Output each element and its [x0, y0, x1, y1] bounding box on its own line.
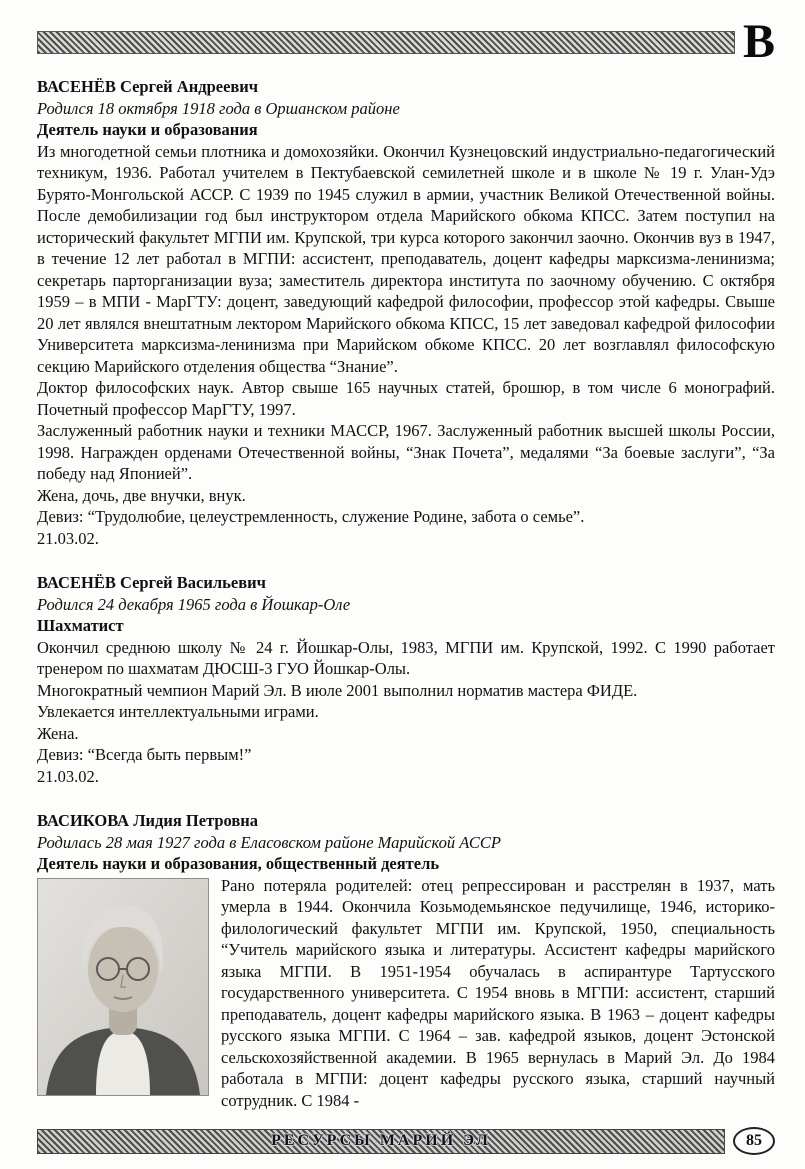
page-number: 85 — [746, 1132, 762, 1149]
entry-birth-line: Родился 24 декабря 1965 года в Йошкар-Оле — [37, 594, 351, 614]
entry-paragraph: Девиз: “Всегда быть первым!” — [37, 745, 252, 764]
entry-date-line: 21.03.02. — [37, 766, 99, 786]
entry-paragraph: Рано потеряла родителей: отец репрессирован и расстрелян в 1937, мать умерла в 1944. Окончила Козьмодемьянское педучилище, 1946, историко-филологический факультет МГПИ им. Крупской, 1950, специальность “Учитель марийского языка и литературы. Ассистент кафедры марийского языка МГПИ. В 1951-1954 обучалась в аспирантуре Тартусского государственного университета. С 1954 вновь в МГПИ: ассистент, старший преподаватель, доцент кафедры марийского языка. В 1963 – доцент кафедры русского языка МГПИ. С 1964 – зав. кафедрой языков, доцент Эстонской сельскохозяйственной академии. В 1965 вернулась в Марий Эл. До 1984 работала в МГПИ: доцент кафедры русского языка, старший научный сотрудник. С 1984 - — [221, 875, 775, 1110]
entry-birth-line: Родился 18 октября 1918 года в Оршанском районе — [37, 98, 400, 118]
entry-name: ВАСЕНЁВ Сергей Васильевич — [37, 573, 266, 592]
entry-paragraph: Заслуженный работник науки и техники МАССР, 1967. Заслуженный работник высшей школы России, 1998. Награжден орденами Отечественной войны, “Знак Почета”, медалями “За боевые заслуги”, “За победу над Японией”. — [37, 421, 775, 483]
entry-paragraph: Многократный чемпион Марий Эл. В июле 2001 выполнил норматив мастера ФИДЕ. — [37, 680, 638, 700]
entry-paragraph: Окончил среднюю школу № 24 г. Йошкар-Олы, 1983, МГПИ им. Крупской, 1992. С 1990 работает тренером по шахматам ДЮСШ-3 ГУО Йошкар-Олы. — [37, 637, 775, 678]
page-footer — [37, 1127, 775, 1155]
biography-entry — [37, 76, 775, 549]
entry-role-line: Шахматист — [37, 616, 124, 635]
entry-paragraph: Девиз: “Трудолюбие, целеустремленность, служение Родине, забота о семье”. — [37, 507, 585, 526]
portrait-photo — [37, 878, 209, 1096]
entry-paragraph: Жена. — [37, 723, 79, 743]
entry-paragraph: Доктор философских наук. Автор свыше 165 научных статей, брошюр, в том числе 6 монографий. Почетный профессор МарГТУ, 1997. — [37, 378, 775, 419]
biography-entry — [37, 810, 775, 1111]
entry-birth-line: Родилась 28 мая 1927 года в Еласовском районе Марийской АССР — [37, 832, 501, 852]
footer-title: РЕСУРСЫ МАРИЙ ЭЛ — [271, 1132, 491, 1149]
entry-name: ВАСЕНЁВ Сергей Андреевич — [37, 77, 259, 96]
footer-hatch-bar — [37, 1129, 725, 1154]
page-content — [37, 76, 775, 1111]
entry-date-line: 21.03.02. — [37, 528, 99, 548]
entry-paragraph: Из многодетной семьи плотника и домохозяйки. Окончил Кузнецовский индустриально-педагогический техникум, 1936. Работал учителем в Пектубаевской семилетней школе и в школе № 19 г. Улан-Удэ Бурято-Монгольской АССР. С 1939 по 1945 служил в армии, участник Великой Отечественной войны. После демобилизации год был инструктором отдела Марийского обкома КПСС. Затем поступил на исторический факультет МГПИ им. Крупской, три курса которого закончил заочно. Окончив вуз в 1947, в течение 12 лет работал в МГПИ: ассистент, преподаватель, доцент кафедры марксизма-ленинизма; секретарь парторганизации вуза; заместитель директора института по заочному обучению. С октября 1959 – в МПИ - МарГТУ: доцент, заведующий кафедрой философии, профессор этой кафедры. Свыше 20 лет являлся внештатным лектором Марийского обкома КПСС, 15 лет заведовал кафедрой философии Университета марксизма-ленинизма при Марийском обкоме КПСС. 20 лет возглавлял философскую секцию Марийского отделения общества “Знание”. — [37, 141, 775, 376]
entry-paragraph: Жена, дочь, две внучки, внук. — [37, 485, 246, 505]
entry-role-line: Деятель науки и образования, общественный деятель — [37, 854, 440, 873]
entry-name: ВАСИКОВА Лидия Петровна — [37, 811, 259, 830]
header-hatch-bar — [37, 31, 735, 54]
entry-role-line: Деятель науки и образования — [37, 120, 258, 139]
biography-entry — [37, 572, 775, 787]
page-number-badge — [733, 1127, 775, 1155]
section-letter: В — [742, 15, 775, 68]
page-header — [37, 15, 775, 68]
entry-paragraph: Увлекается интеллектуальными играми. — [37, 702, 319, 721]
